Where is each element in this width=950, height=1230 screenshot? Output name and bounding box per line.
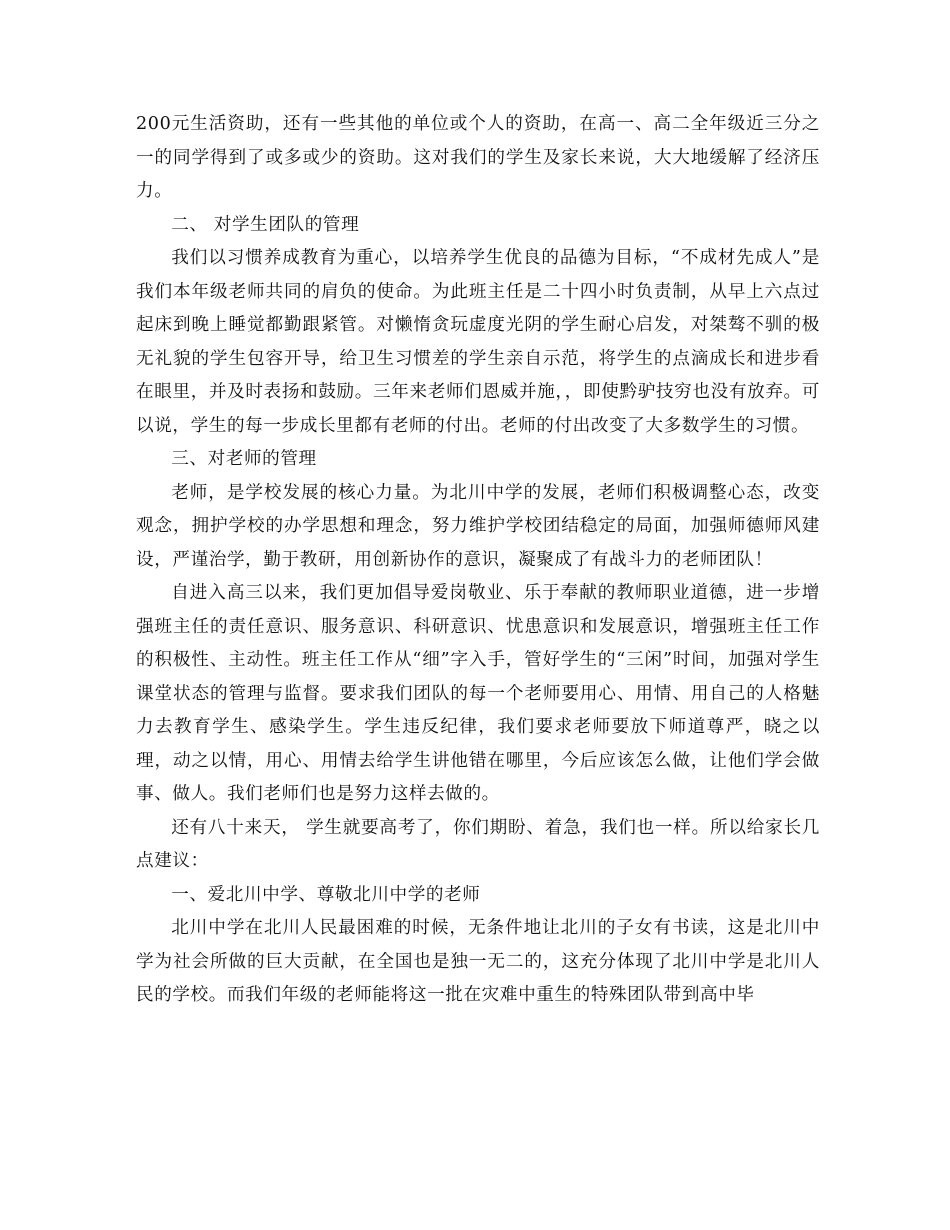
- heading-love-beichuan-school: 一、爱北川中学、尊敬北川中学的老师: [171, 884, 481, 905]
- paragraph-beichuan-contribution: 北川中学在北川人民最困难的时候，无条件地让北川的子女有书读，这是北川中学为社会所做的巨大贡献，在全国也是独一无二的，这充分体现了北川中学是北川人民的学校。而我们年级的老师能将这一批在灾难中重生的特殊团队带到高中毕: [136, 918, 820, 1005]
- paragraph-senior-year-efforts: 自进入高三以来，我们更加倡导爱岗敬业、乐于奉献的教师职业道德，进一步增强班主任的责任意识、服务意识、科研意识、忧患意识和发展意识，增强班主任工作的积极性、主动性。班主任工作从“细”字入手，管好学生的“三闲”时间，加强对学生课堂状态的管理与监督。要求我们团队的每一个老师要用心、用情、用自己的人格魅力去教育学生、感染学生。学生违反纪律，我们要求老师要放下师道尊严，晓之以理，动之以情，用心、用情去给学生讲他错在哪里，今后应该怎么做，让他们学会做事、做人。我们老师们也是努力这样去做的。: [136, 583, 820, 804]
- paragraph-parent-suggestions-intro: 还有八十来天， 学生就要高考了，你们期盼、着急，我们也一样。所以给家长几点建议：: [136, 817, 820, 871]
- paragraph-funding-continued: 200元生活资助，还有一些其他的单位或个人的资助，在高一、高二全年级近三分之一的同学得到了或多或少的资助。这对我们的学生及家长来说，大大地缓解了经济压力。: [136, 114, 820, 201]
- document-body: [136, 108, 820, 1013]
- paragraph-habit-education: 我们以习惯养成教育为重心，以培养学生优良的品德为目标，“不成材先成人”是我们本年级老师共同的肩负的使命。为此班主任是二十四小时负责制，从早上六点过起床到晚上睡觉都勤跟紧管。对懒惰贪玩虚度光阴的学生耐心启发，对桀骜不驯的极无礼貌的学生包容开导，给卫生习惯差的学生亲自示范，将学生的点滴成长和进步看在眼里，并及时表扬和鼓励。三年来老师们恩威并施，，即使黔驴技穷也没有放弃。可以说，学生的每一步成长里都有老师的付出。老师的付出改变了大多数学生的习惯。: [136, 248, 820, 436]
- paragraph-teacher-core-strength: 老师，是学校发展的核心力量。为北川中学的发展，老师们积极调整心态，改变观念，拥护学校的办学思想和理念，努力维护学校团结稳定的局面，加强师德师风建设，严谨治学，勤于教研，用创新协作的意识，凝聚成了有战斗力的老师团队！: [136, 482, 820, 570]
- heading-student-team-management: 二、 对学生团队的管理: [171, 214, 360, 235]
- heading-teacher-management: 三、对老师的管理: [171, 449, 317, 469]
